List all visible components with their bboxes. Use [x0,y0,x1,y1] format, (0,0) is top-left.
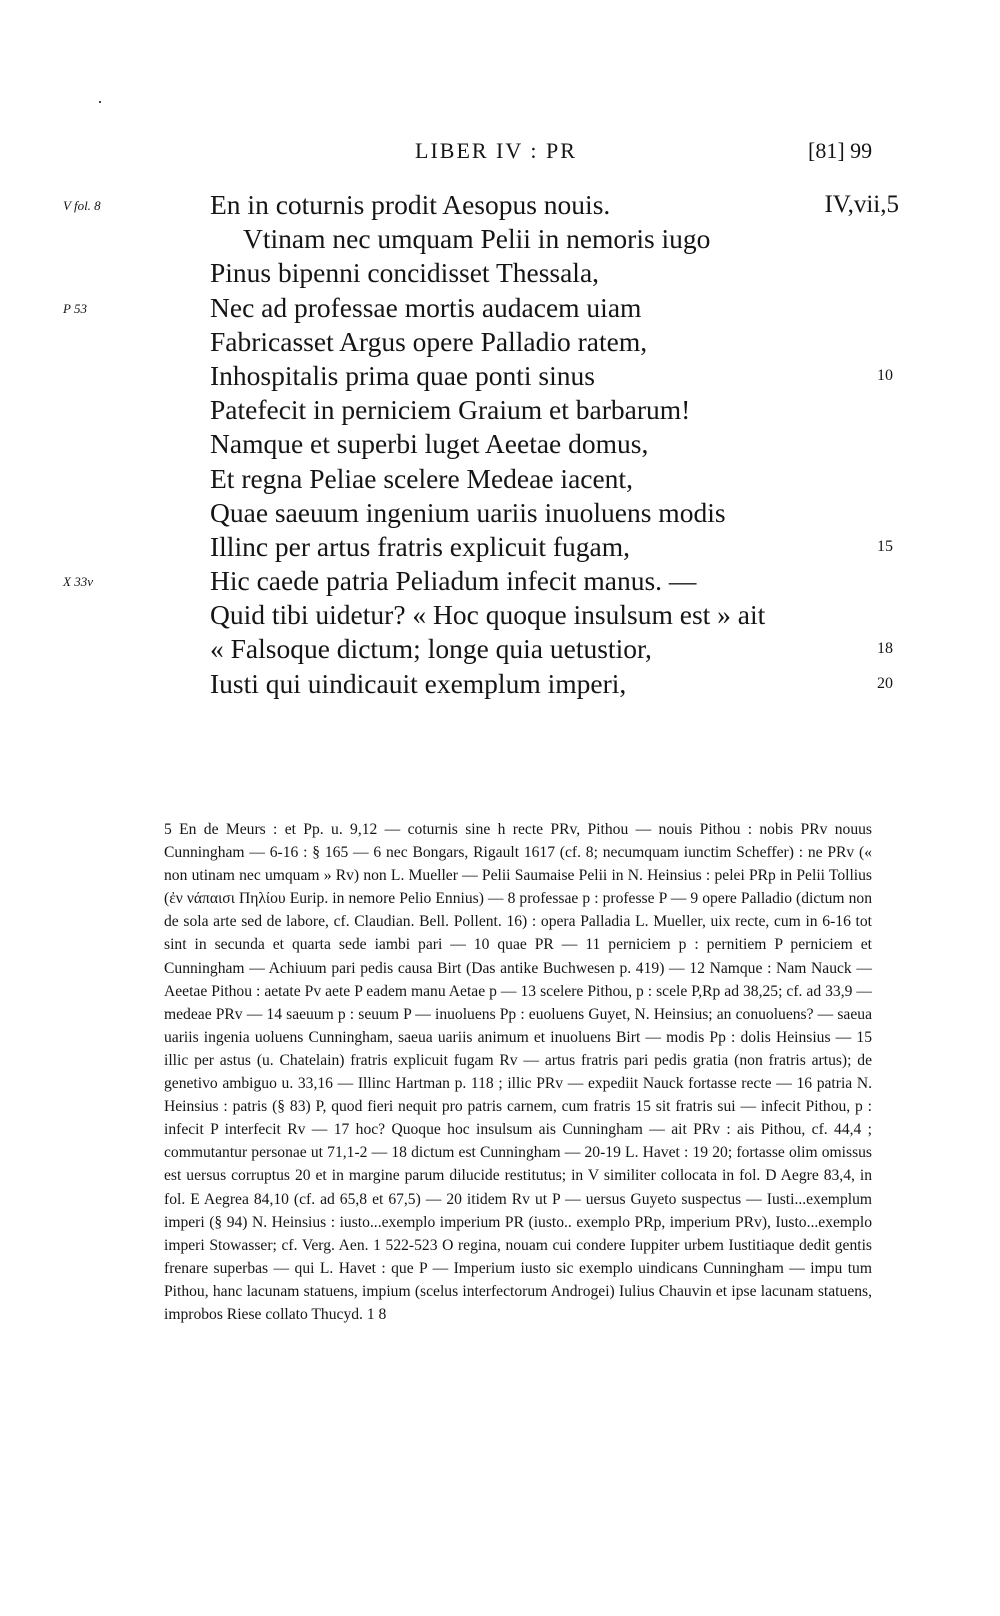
verse-line [0,632,1000,666]
ink-speck [99,101,101,103]
verse-line [0,564,1000,598]
verse-text: « Falsoque dictum; longe quia uetustior, [210,633,652,665]
verse-text: Iusti qui uindicauit exemplum imperi, [210,667,627,699]
verse-line [0,359,1000,393]
verse-text: Et regna Peliae scelere Medeae iacent, [210,462,633,494]
manuscript-note: X 33v [63,574,93,590]
verse-text: En in coturnis prodit Aesopus nouis. [210,189,611,220]
verse-text: Pinus bipenni concidisset Thessala, [210,257,600,289]
verse-text: Patefecit in perniciem Graium et barbarum! [210,394,691,426]
poem-text [0,188,1000,701]
verse-text: Namque et superbi luget Aeetae domus, [210,428,649,460]
verse-text: Illinc per artus fratris explicuit fugam, [210,530,630,562]
verse-line [0,222,1000,256]
verse-line [0,188,1000,222]
manuscript-note: P 53 [63,300,87,316]
verse-line [0,530,1000,564]
verse-text: Fabricasset Argus opere Palladio ratem, [210,325,648,357]
verse-line [0,393,1000,427]
verse-line [0,496,1000,530]
verse-text: Nec ad professae mortis audacem uiam [210,291,642,323]
manuscript-note: V fol. 8 [63,198,101,213]
verse-line [0,427,1000,461]
running-header [0,138,1000,168]
verse-line [0,291,1000,325]
running-title: LIBER IV : PR [415,138,577,163]
verse-line [0,598,1000,632]
line-number: 15 [877,537,893,555]
verse-line [0,256,1000,290]
verse-text: Vtinam nec umquam Pelii in nemoris iugo [243,223,711,255]
verse-line [0,325,1000,359]
verse-text: Hic caede patria Peliadum infecit manus. — [210,565,697,597]
verse-line [0,462,1000,496]
verse-text: Quae saeuum ingenium uariis inuoluens modis [210,496,726,528]
verse-reference: IV,vii,5 [824,191,899,218]
verse-line [0,667,1000,701]
verse-text: Inhospitalis prima quae ponti sinus [210,359,595,391]
critical-apparatus: 5 En de Meurs : et Pp. u. 9,12 — coturnis sine h recte PRv, Pithou — nouis Pithou : nobis PRv nouus Cunningham — 6-16 : § 165 — 6 nec Bongars, Rigault 1617 (cf. 8; necumquam iunctim Scheffer) : ne PRv (« non utinam nec umquam » Rv) non L. Mueller — Pelii Saumaise Pelii in N. Heinsius : pelei PRp in Pelii Tollius (ἐν νάπαισι Πηλίου Eurip. in nemore Pelio Ennius) — 8 professae p : professe P — 9 opere Palladio (dictum non de sola arte sed de labore, cf. Claudian. Bell. Pollent. 16) : opera Palladia L. Mueller, uix recte, cum in 6-16 tot sint in secunda et quarta sede iambi pari — 10 quae PR — 11 perniciem p : pernitiem P perniciem et Cunningham — Achiuum pari pedis causa Birt (Das antike Buchwesen p. 419) — 12 Namque : Nam Nauck — Aeetae Pithou : aetate Pv aete P eadem manu Aetae p — 13 scelere Pithou, p : scele P,Rp ad 38,25; cf. ad 33,9 — medeae PRv — 14 saeuum p : seuum P — inuoluens Pp : euoluens Guyet, N. Heinsius; an conuoluens? — saeua uariis ingenia uoluens Cunningham, saeua uariis animum et inuoluens Birt — modis Pp : dolis Heinsius — 15 illic per astus (u. Chatelain) fratris explicuit fugam Rv — artus fratris pari pedis gratia (non fratris artus); de genetivo ambiguo u. 33,16 — Illinc Hartman p. 118 ; illic PRv — expediit Nauck fortasse recte — 16 patria N. Heinsius : patris (§ 83) P, quod fieri nequit pro patris carnem, cum fratris 15 sit fratris sui — infecit Pithou, p : infecit P interfecit Rv — 17 hoc? Quoque hoc insulsum ais Cunningham — ait PRv : ais Pithou, cf. 44,4 ; commutantur personae ut 71,1-2 — 18 dictum est Cunningham — 20-19 L. Havet : 19 20; fortasse olim omissus est uersus corruptus 20 et in margine parum dilucide restitutus; in V similiter collocata in fol. D Aegre 83,4, in fol. E Aegrea 84,10 (cf. ad 65,8 et 67,5) — 20 itidem Rv ut P — uersus Guyeto suspectus — Iusti...exemplum imperi (§ 94) N. Heinsius : iusto...exemplo imperium PR (iusto.. exemplo PRp, imperium PRv), Iusto...exemplo imperi Stowasser; cf. Verg. Aen. 1 522-523 O regina, nouam cui condere Iuppiter urbem Iustitiaque dedit gentis frenare superbas — qui L. Havet : que P — Imperium iusto sic exemplo uindicans Cunningham — impu tum Pithou, hanc lacunam statuens, impium (scelus interfectorum Androgei) Iulius Chauvin et ipse lacunam statuens, improbos Riese collato Thucyd. 1 8 [164,821,872,1323]
line-number: 20 [877,674,893,692]
page-number: [81] 99 [808,138,873,163]
line-number: 18 [877,640,893,658]
line-number: 10 [877,366,893,384]
verse-text: Quid tibi uidetur? « Hoc quoque insulsum est » ait [210,599,766,631]
